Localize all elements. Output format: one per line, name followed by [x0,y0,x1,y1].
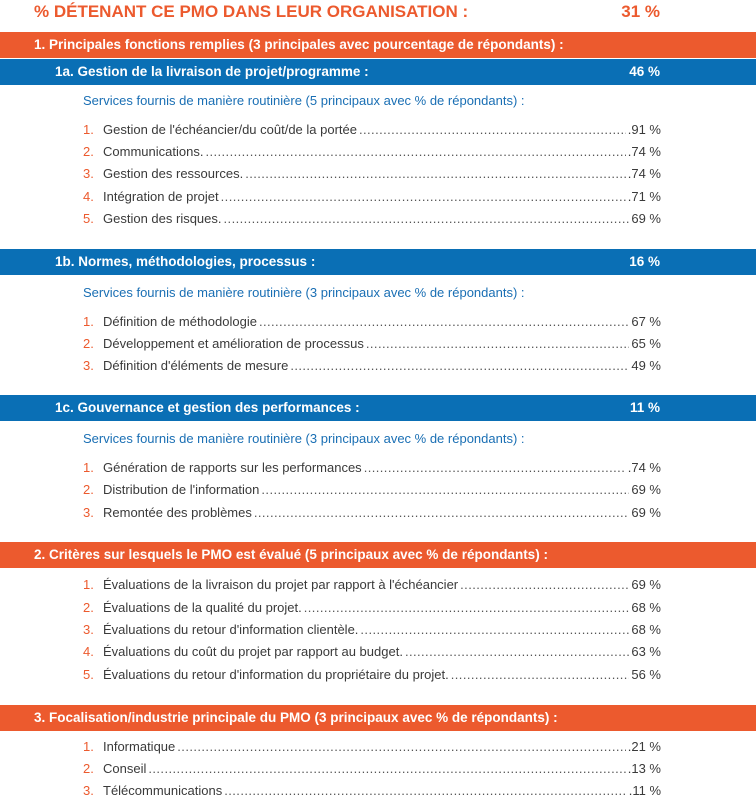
list-item [83,122,661,140]
item-number: 2. [83,482,94,497]
item-value: .74 % [627,166,661,181]
leader-dots [451,667,630,682]
page-header [0,0,756,24]
section-1b-percentage: 16 % [629,254,660,269]
item-value: 63 % [631,644,661,659]
leader-dots [304,600,630,615]
list-item [83,166,661,184]
list-item [83,358,661,376]
list-item [83,189,661,207]
item-value: 67 % [631,314,661,329]
leader-dots [148,761,625,776]
item-number: 2. [83,761,94,776]
list-item [83,144,661,162]
section-1b-label: 1b. Normes, méthodologies, processus : [55,254,316,269]
item-text: Gestion des risques. [103,211,222,226]
item-value: .13 % [627,761,661,776]
leader-dots [261,482,629,497]
list-item [83,644,661,662]
item-text: Génération de rapports sur les performances [103,460,362,475]
item-number: 3. [83,358,94,373]
list-item [83,482,661,500]
item-text: Télécommunications [103,783,223,797]
leader-dots [360,622,629,637]
section-1c-subhead: Services fournis de manière routinière (3 principaux avec % de répondants) : [83,431,525,446]
list-item [83,783,661,797]
item-number: 1. [83,314,94,329]
list-item [83,739,661,757]
item-text: Évaluations du retour d'information du propriétaire du projet. [103,667,449,682]
section-1c-label: 1c. Gouvernance et gestion des performances : [55,400,360,415]
item-value: .11 % [628,783,661,797]
item-number: 4. [83,644,94,659]
item-text: Évaluations du retour d'information clientèle. [103,622,359,637]
item-text: Évaluations de la livraison du projet par rapport à l'échéancier [103,577,459,592]
item-value: .21 % [627,739,661,754]
section-1-label: 1. Principales fonctions remplies (3 principales avec pourcentage de répondants) : [34,37,564,52]
item-number: 3. [83,783,94,797]
item-text: Évaluations du coût du projet par rapport au budget. [103,644,403,659]
section-3-band [0,705,756,731]
leader-dots [366,336,629,351]
section-1b-band [0,249,756,275]
section-1a-label: 1a. Gestion de la livraison de projet/programme : [55,64,369,79]
item-number: 3. [83,166,94,181]
item-number: 2. [83,336,94,351]
item-value: .71 % [627,189,661,204]
list-item [83,336,661,354]
item-value: 56 % [631,667,661,682]
page-title: % DÉTENANT CE PMO DANS LEUR ORGANISATION : [34,2,469,21]
leader-dots [254,505,630,520]
item-text: Distribution de l'information [103,482,260,497]
item-number: 4. [83,189,94,204]
item-value: 65 % [631,336,661,351]
item-value: 68 % [631,600,661,615]
section-2-label: 2. Critères sur lesquels le PMO est évalué (5 principaux avec % de répondants) : [34,547,548,562]
list-item [83,600,661,618]
section-1c-band [0,395,756,421]
leader-dots [290,358,629,373]
item-number: 2. [83,600,94,615]
item-text: Définition de méthodologie [103,314,257,329]
item-number: 3. [83,622,94,637]
list-item [83,667,661,685]
header-percentage: 31 % [621,2,660,21]
section-1-band [0,32,756,58]
item-text: Gestion des ressources. [103,166,244,181]
section-1a-percentage: 46 % [629,64,660,79]
leader-dots [224,211,630,226]
section-1c-percentage: 11 % [629,400,660,415]
item-number: 2. [83,144,94,159]
item-number: 5. [83,211,94,226]
item-text: Gestion de l'échéancier/du coût/de la portée [103,122,357,137]
list-item [83,577,661,595]
item-number: 3. [83,505,94,520]
leader-dots [364,460,626,475]
item-text: Conseil [103,761,147,776]
item-value: 69 % [631,482,661,497]
list-item [83,761,661,779]
item-text: Définition d'éléments de mesure [103,358,289,373]
section-1a-band [0,59,756,85]
list-item [83,314,661,332]
leader-dots [460,577,629,592]
item-text: Évaluations de la qualité du projet. [103,600,302,615]
leader-dots [359,122,626,137]
list-item [83,211,661,229]
item-number: 1. [83,577,94,592]
leader-dots [224,783,627,797]
item-number: 5. [83,667,94,682]
list-item [83,622,661,640]
section-1a-subhead: Services fournis de manière routinière (5 principaux avec % de répondants) : [83,93,525,108]
item-number: 1. [83,739,94,754]
leader-dots [221,189,626,204]
item-value: 69 % [631,577,661,592]
leader-dots [245,166,626,181]
item-number: 1. [83,460,94,475]
leader-dots [405,644,629,659]
section-3-label: 3. Focalisation/industrie principale du PMO (3 principaux avec % de répondants) : [34,710,558,725]
item-value: 69 % [631,211,661,226]
section-1b-subhead: Services fournis de manière routinière (3 principaux avec % de répondants) : [83,285,525,300]
leader-dots [205,144,625,159]
item-value: 69 % [631,505,661,520]
item-text: Informatique [103,739,176,754]
item-text: Développement et amélioration de processus [103,336,364,351]
item-number: 1. [83,122,94,137]
item-text: Intégration de projet [103,189,219,204]
item-text: Communications. [103,144,204,159]
leader-dots [177,739,625,754]
list-item [83,460,661,478]
leader-dots [259,314,629,329]
item-value: .91 % [627,122,661,137]
list-item [83,505,661,523]
item-value: .74 % [627,144,661,159]
item-value: 49 % [631,358,661,373]
section-2-band [0,542,756,568]
item-value: .74 % [627,460,661,475]
item-text: Remontée des problèmes [103,505,252,520]
item-value: 68 % [631,622,661,637]
